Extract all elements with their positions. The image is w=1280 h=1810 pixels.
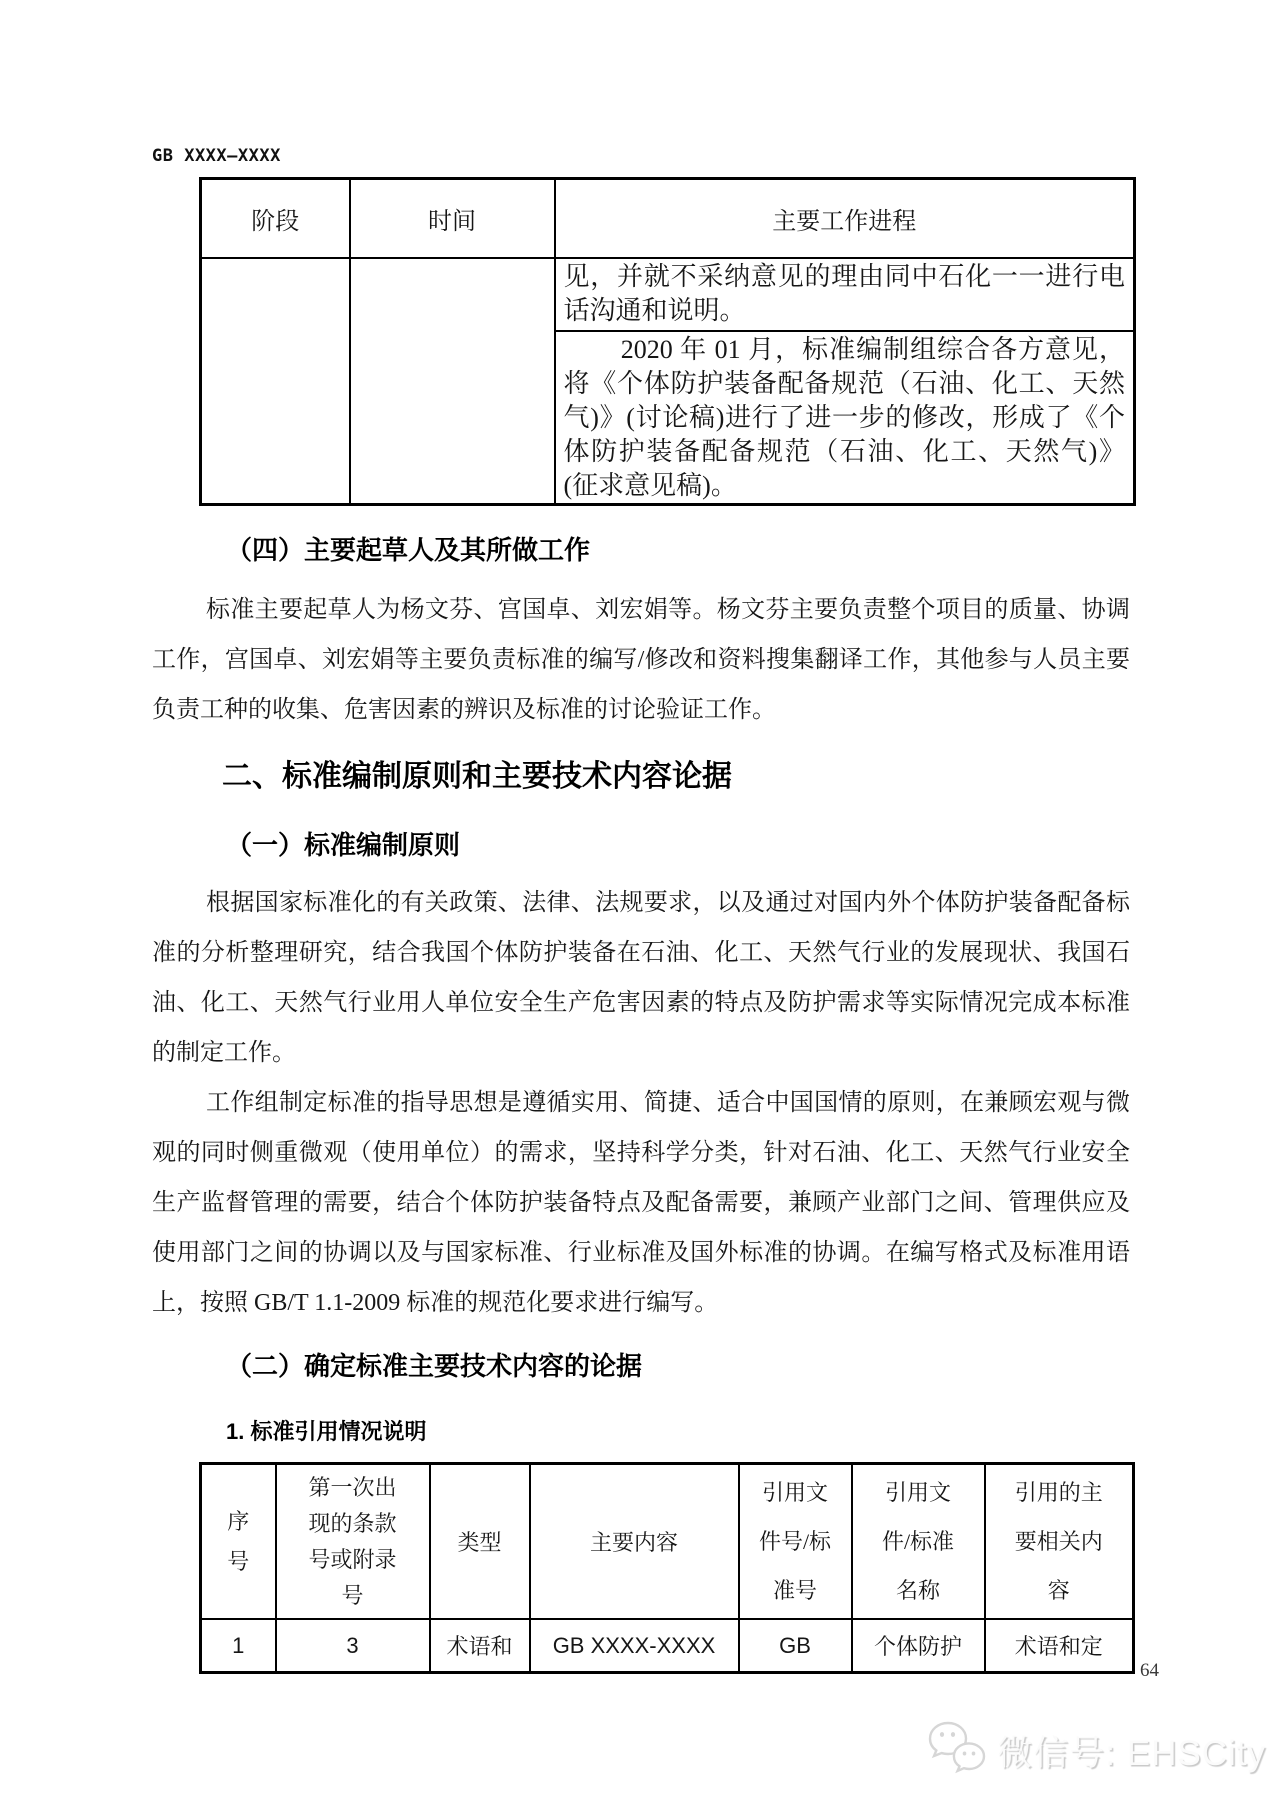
section-2-1-paragraph-1: 根据国家标准化的有关政策、法律、法规要求，以及通过对国内外个体防护装备配备标准的分析整理研究，结合我国个体防护装备在石油、化工、天然气行业的发展现状、我国石油、化工、天然气行业用人单位安全生产危害因素的特点及防护需求等实际情况完成本标准的制定工作。	[152, 890, 1130, 1066]
header-seq-no: 序号	[201, 1464, 276, 1620]
reference-table	[199, 1462, 1135, 1674]
table-row	[201, 258, 1135, 331]
section-4-paragraph: 标准主要起草人为杨文芬、宫国卓、刘宏娟等。杨文芬主要负责整个项目的质量、协调工作，宫国卓、刘宏娟等主要负责标准的编写/修改和资料搜集翻译工作，其他参与人员主要负责工种的收集、危害因素的辨识及标准的讨论验证工作。	[152, 597, 1130, 723]
header-ref-related: 引用的主要相关内容	[985, 1464, 1134, 1620]
work-progress-table	[199, 177, 1136, 506]
section-2-1-paragraph-2: 工作组制定标准的指导思想是遵循实用、简捷、适合中国国情的原则，在兼顾宏观与微观的同时侧重微观（使用单位）的需求，坚持科学分类，针对石油、化工、天然气行业安全生产监督管理的需要，结合个体防护装备特点及配备需要，兼顾产业部门之间、管理供应及使用部门之间的协调以及与国家标准、行业标准及国外标准的协调。在编写格式及标准用语上，按照 GB/T 1.1-2009 标准的规范化要求进行编写。	[152, 1090, 1130, 1316]
section-2-1-heading: （一）标准编制原则	[226, 830, 461, 860]
cell-type: 术语和	[430, 1619, 530, 1673]
header-time: 时间	[350, 179, 555, 259]
header-type: 类型	[430, 1464, 530, 1620]
header-ref-doc-no: 引用文件号/标准号	[739, 1464, 852, 1620]
header-progress: 主要工作进程	[555, 179, 1135, 259]
reference-table-row	[201, 1619, 1134, 1673]
progress-cell-1: 见，并就不采纳意见的理由同中石化一一进行电话沟通和说明。	[555, 258, 1135, 331]
header-ref-doc-name: 引用文件/标准名称	[852, 1464, 985, 1620]
cell-main-content: GB XXXX-XXXX	[530, 1619, 739, 1673]
section-2-2-heading: （二）确定标准主要技术内容的论据	[226, 1351, 643, 1381]
doc-code-label: GB XXXX—XXXX	[152, 146, 281, 166]
cell-seq-no: 1	[201, 1619, 276, 1673]
progress-cell-2: 2020 年 01 月，标准编制组综合各方意见，将《个体防护装备配备规范（石油、化工、天然气)》(讨论稿)进行了进一步的修改，形成了《个体防护装备配备规范（石油、化工、天然气)》(征求意见稿)。	[555, 331, 1135, 505]
header-main-content: 主要内容	[530, 1464, 739, 1620]
wechat-watermark	[925, 1720, 1266, 1781]
work-progress-header-row	[201, 179, 1135, 259]
header-stage: 阶段	[201, 179, 350, 259]
section-4-heading: （四）主要起草人及其所做工作	[226, 535, 591, 565]
cell-ref-doc-name: 个体防护	[852, 1619, 985, 1673]
cell-ref-related: 术语和定	[985, 1619, 1134, 1673]
document-content	[152, 0, 1130, 1674]
wechat-icon	[925, 1720, 989, 1781]
reference-table-header-row	[201, 1464, 1134, 1620]
section-2-main-heading: 二、标准编制原则和主要技术内容论据	[222, 760, 732, 793]
section-2-2-sub-1-heading: 1. 标准引用情况说明	[226, 1419, 427, 1444]
cell-first-clause: 3	[276, 1619, 430, 1673]
stage-cell-empty	[201, 258, 350, 505]
page-number: 64	[1140, 1660, 1159, 1681]
cell-ref-doc-no: GB	[739, 1619, 852, 1673]
time-cell-empty	[350, 258, 555, 505]
header-first-clause: 第一次出现的条款号或附录号	[276, 1464, 430, 1620]
wechat-label: 微信号: EHSCity	[997, 1733, 1266, 1773]
